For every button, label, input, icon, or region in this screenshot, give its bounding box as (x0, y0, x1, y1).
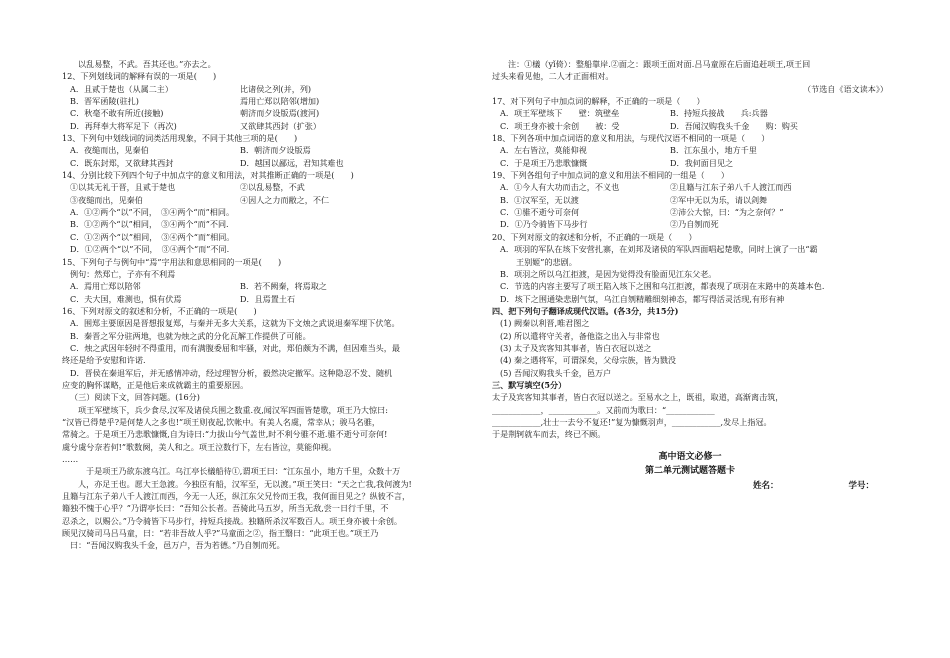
right-line (492, 379, 888, 391)
left-line (62, 317, 454, 329)
left-line (62, 181, 454, 193)
line-text: 人，亦足王也。愿大王急渡。今独臣有船，汉军至，无以渡。”项王笑曰：“天之亡我,我何渡为! (78, 478, 412, 489)
right-line (492, 354, 888, 366)
line-text: A．项羽的军队在垓下安营扎寨，在刘邦及诸侯的军队四面唱起楚歌，同时上演了一出“霸 (500, 244, 818, 255)
option-text: D．我何面目见之 (670, 157, 734, 168)
left-line (62, 478, 454, 490)
left-line (62, 268, 454, 280)
left-line (62, 379, 454, 391)
left-line (62, 157, 454, 169)
left-line (62, 169, 454, 181)
line-text: 12、下列划线词的解释有误的一项是( ) (62, 71, 217, 82)
option-text: C．于是项王乃悲歌慷慨 (500, 157, 588, 168)
option-text: B．朝济而夕设版焉 (240, 145, 311, 156)
answer-sheet-title: 高中语文必修一 (658, 451, 722, 462)
left-line (62, 515, 454, 527)
right-line (492, 404, 888, 416)
left-line (62, 107, 454, 119)
line-text: 籍独不愧于心乎？”乃谓亭长曰：“吾知公长者。吾骑此马五岁，所当无敌,尝一日行千里，不 (62, 503, 389, 514)
option-text: ②沛公大惊，曰：“为之奈何？” (670, 207, 784, 218)
left-line (62, 231, 454, 243)
left-line (62, 539, 454, 551)
student-info (492, 480, 888, 492)
line-text: 常骑之。于是项王乃悲歌慷慨,自为诗曰:“力拔山兮气盖世,时不利兮骓不逝.骓不逝兮可奈何! (62, 429, 388, 440)
option-text: B．持短兵接战 兵:兵器 (670, 108, 768, 119)
left-line (62, 305, 454, 317)
option-text: 又欲肆其西封（扩张） (240, 120, 321, 131)
option-text: C．①骓不逝兮可奈何 (500, 207, 580, 218)
line-text: 注：①檥（yǐ倚）：整船靠岸.②面之：跟项王面对面.吕马童原在后面追赶项王,项王回 (508, 59, 811, 69)
option-text: D．再拜奉大将军足下（再次) (70, 120, 177, 131)
name-label: 姓名： (752, 481, 779, 492)
right-line (492, 256, 888, 268)
right-line (492, 317, 888, 329)
student-id-label: 学号： (848, 481, 874, 492)
right-line (492, 206, 888, 218)
option-text: ③夜缒而出，见秦伯 (70, 194, 143, 205)
line-text: ____________,壮士一去兮不复还!”复为慷慨羽声，____________,发尽上指冠。 (492, 416, 772, 427)
right-line (492, 107, 888, 119)
right-line (492, 342, 888, 354)
left-line (62, 441, 454, 453)
left-line (62, 194, 454, 206)
right-line (492, 132, 888, 144)
line-text: 顾见汉骑司马吕马童，曰：“若非吾故人乎?”马童面之②，指王翳曰：“此项王也。”项王乃 (62, 528, 379, 539)
line-text: C．烛之武因年轻时不得重用，而有满腹委屈和牢骚，对此，郑伯颇为不满，但因难当头，最 (70, 342, 400, 353)
line-text: 14、分别比较下列四个句子中加点字的意义和用法，对其推断正确的一项是( ) (62, 170, 354, 181)
option-text: D．且焉置土石 (240, 293, 296, 304)
answer-sheet-subtitle: 第二单元测试题答题卡 (644, 466, 735, 476)
left-line (62, 354, 454, 366)
option-text: C．既东封郑，又欲肆其西封 (70, 157, 174, 168)
option-text: ②军中无以为乐，请以剑舞 (670, 194, 768, 205)
option-text: B．①汉军至，无以渡 (500, 194, 579, 205)
option-text: C．夫大国，难测也，惧有伏焉 (70, 293, 182, 304)
line-text: （三）阅读下文，回答问题。(16分) (70, 392, 200, 403)
line-text: A．①②两个“以”不同， ③④两个“而”相同。 (70, 207, 235, 218)
left-line (62, 132, 454, 144)
right-line (492, 95, 888, 107)
right-line (492, 428, 888, 440)
line-text: 18、下列各项中加点词语的意义和用法，与现代汉语不相同的一项是（ ） (492, 133, 770, 144)
left-line (62, 218, 454, 230)
left-line (62, 293, 454, 305)
right-line (492, 169, 888, 181)
line-text: 太子及宾客知其事者，皆白衣冠以送之。至易水之上，既祖，取道，高渐离击筑， (492, 392, 784, 403)
option-text: D．①乃令骑皆下马步行 (500, 219, 588, 230)
option-text: B．江东虽小，地方千里 (670, 145, 757, 156)
right-line (492, 70, 888, 82)
option-text: B．晋军函陵(驻扎) (70, 96, 139, 107)
line-text: 19、下列各组句子中加点词的意义和用法不相同的一组是（ ） (492, 170, 729, 181)
line-text: 且籍与江东子弟八千人渡江而西，今无一人还，纵江东父兄怜而王我，我何面目见之？纵彼不言， (62, 491, 411, 502)
left-line (62, 453, 454, 465)
line-text: 虞兮虞兮奈若何!”歌数阕，美人和之。项王泣数行下，左右皆泣，莫能仰视。 (62, 441, 337, 452)
line-text: 例句：然郑亡，子亦有不利焉 (70, 268, 176, 279)
option-text: D．吾闻汉购我头千金 购：购买 (670, 120, 798, 131)
right-line (492, 367, 888, 379)
left-line (62, 144, 454, 156)
line-text: 20、下列对原文的叙述和分析，不正确的一项是（ ） (492, 231, 697, 242)
option-text: ②以乱易整，不武 (240, 182, 305, 193)
option-text: ②且籍与江东子弟八千人渡江而西 (670, 182, 792, 193)
left-line (62, 206, 454, 218)
left-line (62, 367, 454, 379)
right-line (492, 231, 888, 243)
option-text: 比诸侯之列(并，列) (240, 83, 312, 94)
option-text: A．焉用亡郑以陪邻 (70, 281, 141, 292)
line-text: 忍杀之，以赐公。”乃令骑皆下马步行，持短兵接战。独籍所杀汉军数百人。项王身亦被十余创。 (62, 515, 403, 526)
option-text: A．①今人有大功而击之，不义也 (500, 182, 620, 193)
line-text: 项王军壁垓下，兵少食尽,汉军及诸侯兵围之数重.夜,闻汉军四面皆楚歌，项王乃大惊曰: (78, 404, 388, 415)
option-text: A．且贰于楚也（从属二主） (70, 83, 173, 94)
option-text: ④因人之力而敝之，不仁 (240, 194, 330, 205)
left-line (62, 70, 454, 82)
left-line (62, 527, 454, 539)
option-text: A．项王军壁垓下 壁：筑壁垒 (500, 108, 620, 119)
line-text: 17、对下列句子中加点词的解释，不正确的一项是（ ） (492, 96, 705, 107)
right-line (492, 330, 888, 342)
left-line (62, 404, 454, 416)
line-text: 16、下列对原文的叙述和分析，不正确的一项是( ) (62, 305, 257, 316)
line-text: B．①②两个“以”相同， ③④两个“而”不同. (70, 219, 229, 230)
line-text: D．垓下之围通染悲剧气氛，乌江自刎精雕细刻神态，都写得活灵活现,有形有神 (500, 293, 785, 304)
left-line (62, 256, 454, 268)
line-text: （节选自《语文读本》） (803, 83, 888, 94)
line-text: ____________，____________。又前而为歌曰：“____________ (492, 404, 715, 415)
line-text: 于是项王乃欲东渡乌江。乌江亭长檥船待①,谓项王曰：“江东虽小，地方千里，众数十万 (86, 466, 401, 477)
left-line (62, 280, 454, 292)
line-text: 13、下列句中划线词的词类活用现象，不同于其他三项的是( ) (62, 133, 298, 144)
line-text: C．①②两个“以”相同， ③④两个“而”相同。 (70, 231, 235, 242)
line-text: 应变的胸怀谋略，正是他后来成就霸主的重要原因。 (62, 379, 249, 390)
right-line (492, 268, 888, 280)
right-line (492, 416, 888, 428)
line-text: B．项羽之所以乌江拒渡，是因为觉得没有脸面见江东父老。 (500, 268, 717, 279)
right-line (492, 157, 888, 169)
right-line (492, 120, 888, 132)
option-text: ①以其无礼于晋，且贰于楚也 (70, 182, 176, 193)
right-line (492, 83, 888, 95)
right-line (492, 391, 888, 403)
line-text: 四、把下列句子翻译成现代汉语。(各3分，共15分) (492, 305, 679, 316)
right-line (492, 305, 888, 317)
option-text: 朝济而夕设版焉(渡河) (240, 108, 320, 119)
line-text: (3) 太子及宾客知其事者，皆白衣冠以送之 (500, 342, 652, 353)
left-line (62, 428, 454, 440)
line-text: D．①②两个“以”不同， ③④两个“而”不同. (70, 244, 230, 255)
line-text: 以乱易整，不武。吾其还也。”亦去之。 (78, 59, 216, 69)
line-text: A．围郑主要原因是晋想报复郑，与秦并无多大关系，这就为下文烛之武说退秦军埋下伏笔。 (70, 318, 400, 329)
option-text: 焉用亡郑以陪邻(增加) (240, 96, 320, 107)
line-text: D．晋侯在秦退军后，并无感情冲动，经过理智分析，毅然决定撤军。这种隐忍不发、随机 (70, 367, 393, 378)
line-text: 终还是给予安慰和许诺. (62, 355, 146, 366)
left-line (62, 391, 454, 403)
line-text: 王别姬”的悲剧。 (516, 256, 577, 267)
line-text: (1) 阙秦以利晋,唯君图之 (500, 318, 590, 329)
right-line (492, 243, 888, 255)
line-text: C．节选的内容主要写了项王陷入垓下之围和乌江拒渡，都表现了项羽在末路中的英雄本色. (500, 281, 825, 292)
line-text: “汉皆已得楚乎?是何楚人之多也!”项王则夜起,饮帐中。有美人名虞，常幸从；骏马名骓， (62, 416, 380, 427)
left-line (62, 416, 454, 428)
line-text: (5) 吾闻汉购我头千金，邑万户 (500, 367, 612, 378)
line-text: 15、下列句子与例句中“焉”字用法和意思相同的一项是( ) (62, 256, 282, 267)
right-line (492, 58, 888, 70)
option-text: C．秋毫不敢有所近(接触) (70, 108, 164, 119)
line-text: …… (62, 454, 79, 464)
right-line (492, 293, 888, 305)
line-text: 曰：“吾闻汉购我头千金，邑万户，吾为若德。”乃自刎而死。 (70, 540, 285, 551)
line-text: B．秦晋之军分驻两地，也就为烛之武的分化瓦解工作提供了可能。 (70, 330, 311, 341)
left-line (62, 490, 454, 502)
left-line (62, 342, 454, 354)
line-text: 三、默写填空(5分） (492, 379, 567, 390)
left-line (62, 95, 454, 107)
line-text: 于是荆轲就车而去，终已不顾。 (492, 429, 606, 440)
option-text: A．夜缒而出，见秦伯 (70, 145, 149, 156)
right-line (492, 218, 888, 230)
left-line (62, 502, 454, 514)
left-line (62, 465, 454, 477)
option-text: B．若不阙秦，将焉取之 (240, 281, 327, 292)
spacer (492, 441, 888, 451)
line-text: (4) 秦之遇将军，可谓深矣，父母宗族，皆为戮没 (500, 355, 676, 366)
right-line (492, 194, 888, 206)
right-line (492, 144, 888, 156)
left-line (62, 83, 454, 95)
left-line (62, 243, 454, 255)
right-line (492, 181, 888, 193)
left-column (62, 58, 454, 552)
line-text: 过头来看见他，二人才正面相对。 (492, 71, 614, 82)
option-text: A．左右皆泣，莫能仰视 (500, 145, 587, 156)
left-line (62, 58, 454, 70)
right-column (492, 58, 888, 493)
left-line (62, 120, 454, 132)
left-line (62, 330, 454, 342)
option-text: ②乃自刎而死 (670, 219, 719, 230)
option-text: D．越国以鄙远，君知其难也 (240, 157, 344, 168)
option-text: C．项王身亦被十余创 被：受 (500, 120, 620, 131)
line-text: (2) 所以遣将守关者，备他盗之出入与非常也 (500, 330, 660, 341)
right-line (492, 280, 888, 292)
